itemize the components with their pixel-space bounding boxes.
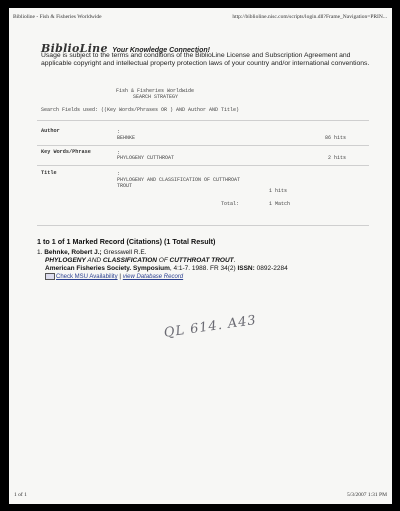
record-title-part: .: [233, 257, 236, 264]
total-label: Total:: [221, 201, 240, 207]
handwritten-call-number: QL 614. A43: [163, 312, 258, 341]
field-term-keywords: PHYLOGENY CUTTHROAT: [117, 155, 175, 161]
print-header-title: Biblioline - Fish & Fisheries Worldwide: [13, 14, 102, 20]
divider: [37, 120, 369, 121]
field-term-title-cont: TROUT: [117, 183, 133, 189]
results-heading: 1 to 1 of 1 Marked Record (Citations) (1 Total Result): [37, 237, 216, 246]
record-authors-line: [37, 249, 146, 256]
divider: [37, 225, 369, 226]
field-term-author: BEHNKE: [117, 135, 136, 141]
field-label-author: Author: [41, 128, 60, 134]
check-msu-availability-link[interactable]: Check MSU Availability: [56, 274, 118, 281]
record-links: [45, 273, 183, 280]
printed-page: [9, 8, 392, 504]
usage-notice: Usage is subject to the terms and conditions of the BiblioLine License and Subscription Agreement and applicable copyright and intellectual property protection laws of your country and/or international conventions.: [41, 52, 370, 68]
print-footer-timestamp: 5/3/2007 1:31 PM: [346, 492, 387, 498]
view-database-record-link[interactable]: view Database Record: [122, 274, 184, 281]
record-title-part: OF: [156, 257, 170, 264]
field-colon: :: [117, 129, 121, 135]
record-journal: American Fisheries Society. Symposium: [45, 265, 170, 272]
field-colon: :: [117, 150, 121, 156]
print-footer-page: 1 of 1: [14, 492, 27, 498]
field-label-title: Title: [41, 170, 57, 176]
record-title[interactable]: [45, 257, 235, 264]
divider: [37, 145, 369, 146]
record-title-part: PHYLOGENY: [45, 257, 86, 264]
record-title-part: AND: [85, 257, 103, 264]
print-header-url: http://biblioline.nisc.com/scripts/login.dll?Frame_Navigation=PRIN...: [232, 14, 387, 20]
field-hits-keywords: 2 hits: [327, 155, 346, 161]
total-value: 1 Match: [269, 201, 291, 207]
field-hits-title: 1 hits: [269, 188, 288, 194]
record-issn-label: ISSN:: [237, 265, 255, 272]
strategy-title: SEARCH STRATEGY: [133, 94, 179, 100]
strategy-database: Fish & Fisheries Worldwide: [116, 88, 195, 94]
record-number: 1.: [37, 249, 43, 256]
link-separator: |: [119, 274, 121, 281]
record-author-secondary: Gresswell R.E.: [103, 249, 147, 256]
msu-availability-icon[interactable]: [45, 273, 55, 280]
record-citation-line: [45, 265, 288, 272]
field-colon: :: [117, 171, 121, 177]
logo-tagline: Your Knowledge Connection!: [112, 47, 210, 54]
record-title-part: CUTTHROAT TROUT: [169, 257, 234, 264]
record-citation: , 4:1-7. 1988. FR 34(2): [169, 265, 236, 272]
record-author-primary: Behnke, Robert J.;: [44, 249, 102, 256]
record-title-part: CLASSIFICATION: [102, 257, 157, 264]
field-hits-author: 86 hits: [324, 135, 346, 141]
logo-name: BiblioLine: [41, 42, 108, 55]
divider: [37, 165, 369, 166]
field-label-keywords: Key Words/Phrase: [41, 149, 91, 155]
search-fields-used: Search Fields used: ((Key Words/Phrases OR ) AND Author AND Title): [41, 107, 240, 113]
record-issn: 0892-2284: [256, 265, 288, 272]
field-term-title: PHYLOGENY AND CLASSIFICATION OF CUTTHROAT: [117, 177, 241, 183]
